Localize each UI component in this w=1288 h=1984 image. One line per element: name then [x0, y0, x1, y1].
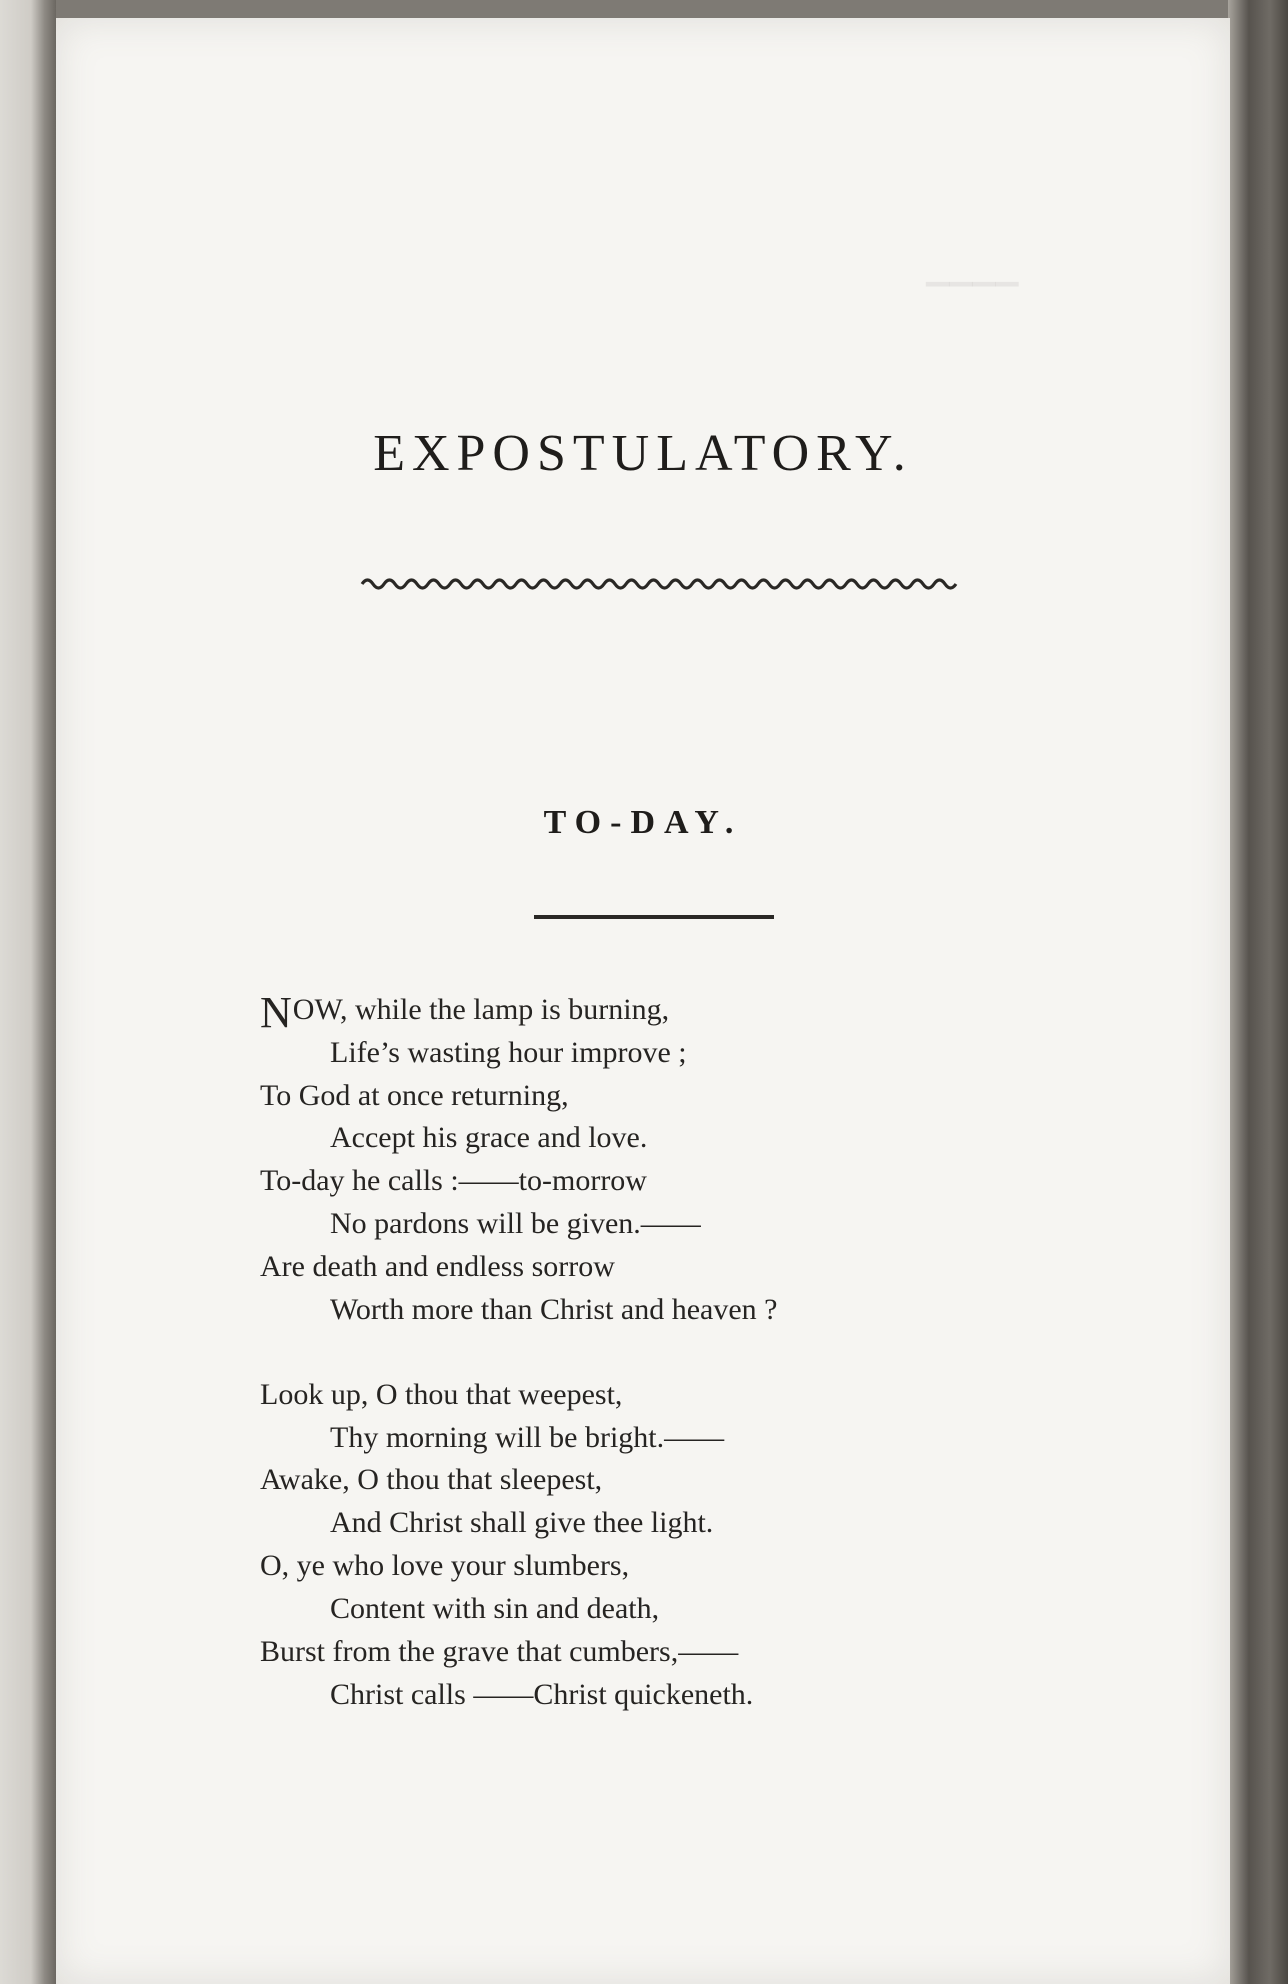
poem-line: No pardons will be given.—— [330, 1207, 701, 1240]
poem-line: Accept his grace and love. [330, 1121, 648, 1154]
poem-title: TO-DAY. [543, 804, 743, 841]
show-through: ▔▔▔▔ [926, 284, 1019, 317]
poem-line: Are death and endless sorrow [260, 1250, 615, 1283]
poem-body [56, 18, 1230, 1984]
poem-line: To-day he calls :——to-morrow [260, 1164, 647, 1197]
poem-line: Worth more than Christ and heaven ? [330, 1293, 778, 1326]
book-page [56, 18, 1230, 1984]
poem-line: Burst from the grave that cumbers,—— [260, 1635, 739, 1668]
poem-line: Life’s wasting hour improve ; [330, 1036, 687, 1069]
section-heading: EXPOSTULATORY. [373, 425, 913, 482]
poem-line: Thy morning will be bright.—— [330, 1421, 725, 1454]
poem-line: Content with sin and death, [330, 1592, 660, 1625]
poem-line: To God at once returning, [260, 1079, 569, 1112]
poem-line: NOW, while the lamp is burning, [260, 988, 670, 1037]
facing-page-edge [0, 0, 56, 1984]
poem-line: O, ye who love your slumbers, [260, 1549, 630, 1582]
poem-line: Look up, O thou that weepest, [260, 1378, 623, 1411]
poem-line: Christ calls ——Christ quickeneth. [330, 1678, 754, 1711]
drop-cap: N [260, 988, 292, 1037]
poem-line: Awake, O thou that sleepest, [260, 1463, 603, 1496]
book-cover-edge [1228, 0, 1288, 1984]
poem-line: And Christ shall give thee light. [330, 1506, 714, 1539]
